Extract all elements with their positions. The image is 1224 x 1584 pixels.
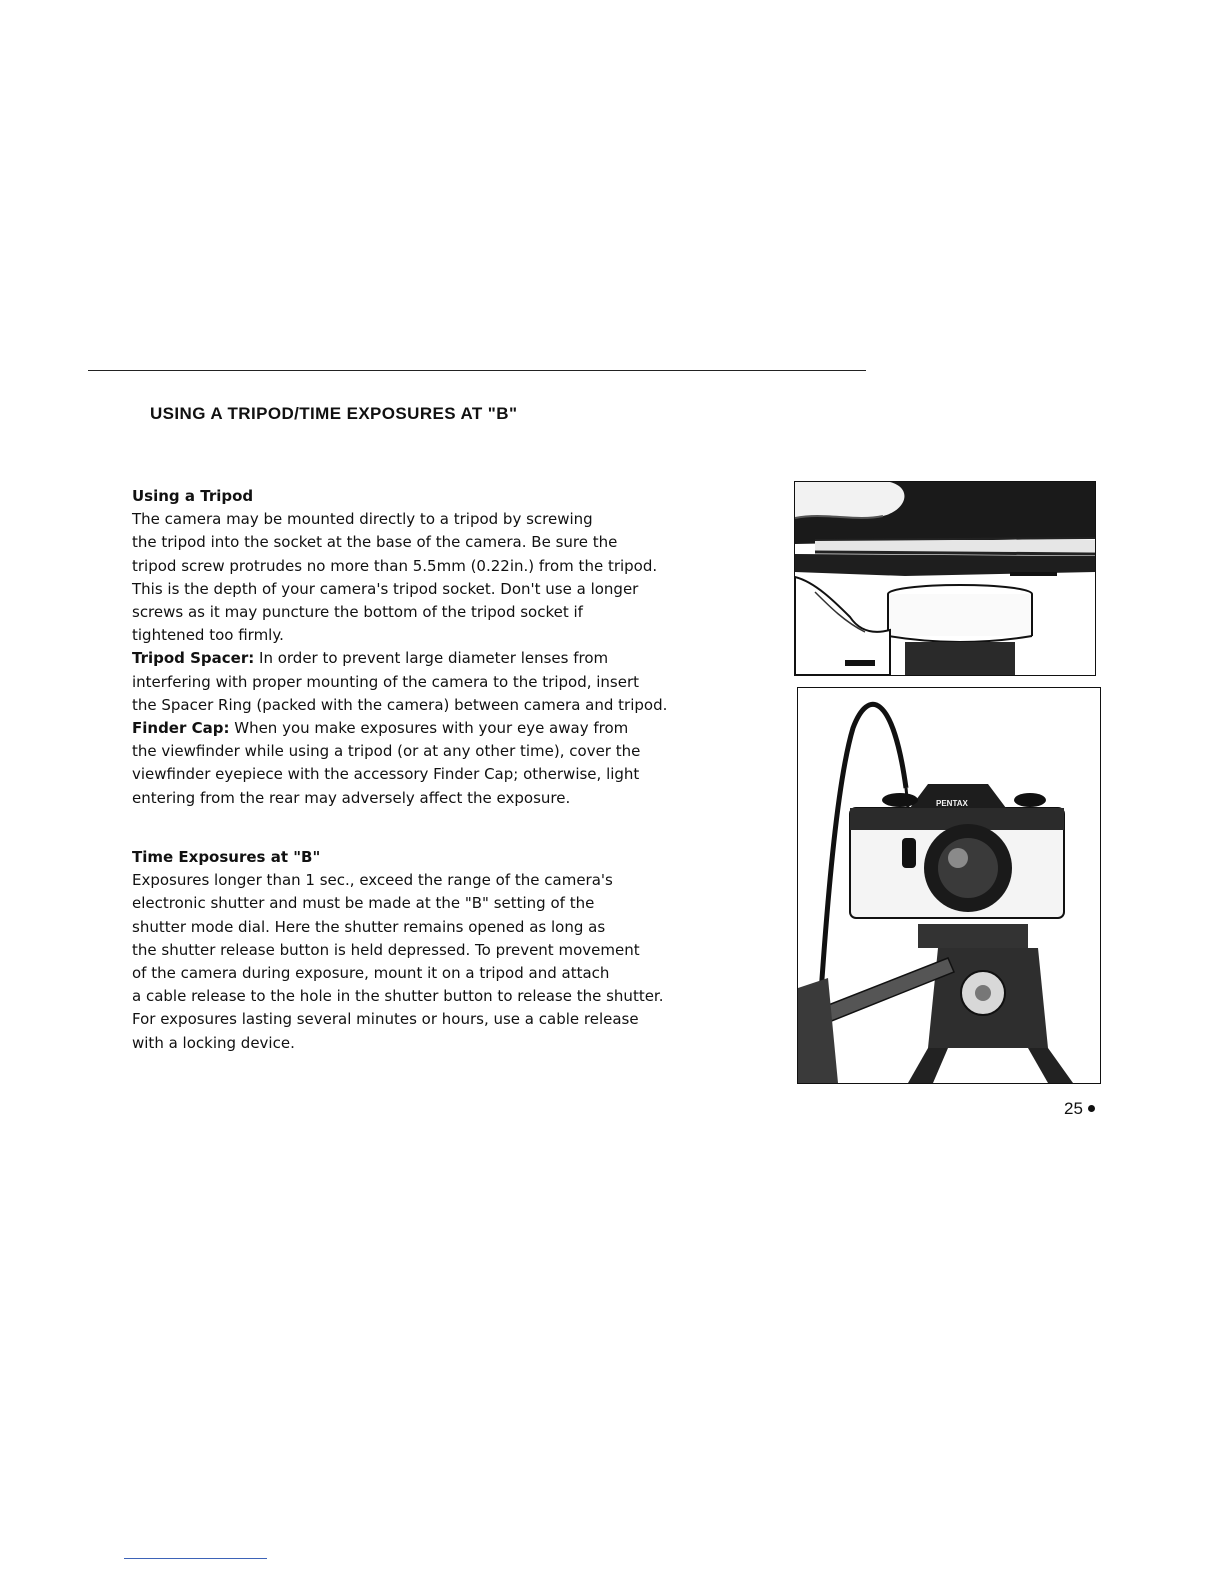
page-number-value: 25: [1064, 1099, 1083, 1118]
time-exposures-heading: Time Exposures at "B": [132, 848, 321, 866]
tripod-mounting-illustration: [795, 482, 1095, 675]
tripod-line: tripod screw protrudes no more than 5.5mm (0.22in.) from the tripod.: [132, 556, 658, 575]
page-number: [1064, 1099, 1095, 1119]
cable-release-photo: [797, 687, 1101, 1084]
finder-cap-line: When you make exposures with your eye away from: [229, 719, 629, 738]
spacer-line: interfering with proper mounting of the camera to the tripod, insert: [132, 672, 640, 691]
time-exposures-line: shutter mode dial. Here the shutter remains opened as long as: [132, 917, 606, 936]
camera-with-cable-release-illustration: [798, 688, 1100, 1083]
tripod-mounting-photo: [794, 481, 1096, 676]
finder-cap-line: entering from the rear may adversely affect the exposure.: [132, 788, 571, 807]
tripod-heading: Using a Tripod: [132, 487, 254, 505]
finder-cap-line: the viewfinder while using a tripod (or at any other time), cover the: [132, 742, 641, 761]
time-exposures-line: For exposures lasting several minutes or hours, use a cable release: [132, 1010, 639, 1029]
time-exposures-line: a cable release to the hole in the shutter button to release the shutter.: [132, 987, 664, 1006]
time-exposures-section: [132, 846, 782, 1055]
tripod-line: The camera may be mounted directly to a tripod by screwing: [132, 510, 593, 529]
time-exposures-line: electronic shutter and must be made at the "B" setting of the: [132, 894, 595, 913]
finder-cap-term: Finder Cap:: [132, 719, 230, 738]
finder-cap-line: viewfinder eyepiece with the accessory Finder Cap; otherwise, light: [132, 765, 640, 784]
tripod-line: the tripod into the socket at the base of the camera. Be sure the: [132, 533, 618, 552]
header-rule: [88, 370, 866, 371]
time-exposures-line: of the camera during exposure, mount it on a tripod and attach: [132, 964, 610, 983]
time-exposures-line: Exposures longer than 1 sec., exceed the range of the camera's: [132, 871, 613, 890]
time-exposures-line: with a locking device.: [132, 1033, 295, 1052]
spacer-paragraph-start: [132, 647, 782, 670]
page-title: USING A TRIPOD/TIME EXPOSURES AT "B": [150, 404, 518, 423]
camera-brand-label: PENTAX: [936, 799, 968, 808]
time-exposures-line: the shutter release button is held depressed. To prevent movement: [132, 940, 640, 959]
page-bullet-icon: [1088, 1105, 1095, 1112]
tripod-line: screws as it may puncture the bottom of the tripod socket if: [132, 603, 583, 622]
tripod-line: tightened too firmly.: [132, 626, 284, 645]
spacer-term: Tripod Spacer:: [132, 649, 255, 668]
finder-cap-paragraph-start: [132, 717, 782, 740]
tripod-section: [132, 485, 782, 810]
tripod-line: This is the depth of your camera's tripod socket. Don't use a longer: [132, 579, 639, 598]
spacer-line: the Spacer Ring (packed with the camera) between camera and tripod.: [132, 695, 668, 714]
footer-rule: [124, 1558, 267, 1559]
spacer-line: In order to prevent large diameter lenses from: [254, 649, 609, 668]
